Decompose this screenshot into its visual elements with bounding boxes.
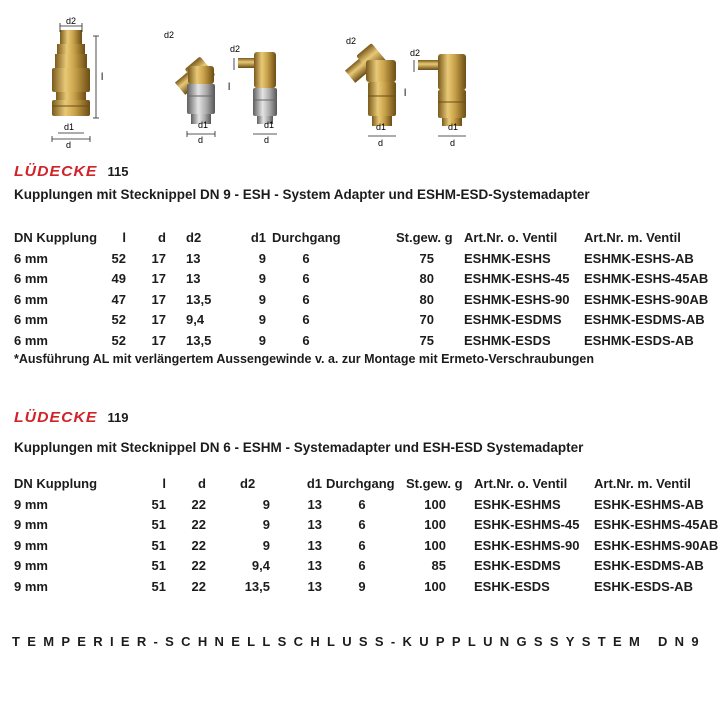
column-header: Art.Nr. o. Ventil [474, 476, 568, 491]
table-cell: 52 [111, 250, 126, 266]
coupling-drawings [0, 0, 722, 150]
table-row [0, 310, 722, 330]
table-cell: 9 [258, 250, 266, 266]
table-row [0, 331, 722, 351]
table-cell: 9 [262, 517, 270, 532]
table-cell: ESHMK-ESDMS [464, 312, 562, 327]
table-cell: ESHMK-ESDMS-AB [584, 312, 705, 327]
coupling-90-chrome [228, 44, 277, 145]
table-cell: 100 [424, 537, 446, 553]
table-cell: ESHK-ESHMS [474, 496, 561, 512]
coupling-straight [52, 16, 103, 150]
figure-label-d2: d2 [410, 48, 421, 58]
table-cell: 13 [186, 271, 201, 286]
table-cell: ESHK-ESDMS [474, 558, 561, 573]
table-cell: 6 [302, 332, 310, 348]
table-cell: 6 [358, 558, 366, 573]
column-header: l [122, 230, 126, 245]
table-cell: 13 [307, 578, 322, 594]
column-header: Durchgang [272, 230, 341, 245]
table-cell: 9 [262, 496, 270, 512]
table-cell: 22 [191, 517, 206, 532]
table-cell: 100 [424, 496, 446, 512]
figure-label-d2: d2 [66, 16, 77, 26]
table-cell: 9 mm [14, 517, 48, 532]
table-cell: 9 [258, 271, 266, 286]
table-cell: 6 mm [14, 332, 48, 348]
table-cell: ESHMK-ESDS-AB [584, 332, 694, 348]
figure-label-d2: d2 [164, 30, 175, 40]
table-cell: ESHK-ESDMS-AB [594, 558, 704, 573]
table-header-row [0, 474, 722, 494]
table-cell: 9 mm [14, 558, 48, 573]
table-cell: 13 [186, 250, 201, 266]
figure-label-d1: d1 [448, 122, 459, 132]
figure-label-d2: d2 [346, 36, 357, 46]
figure-label-d2: d2 [230, 44, 241, 54]
table-cell: 17 [151, 291, 166, 307]
table-cell: 13,5 [186, 332, 212, 348]
table-cell: ESHMK-ESHS-90AB [584, 291, 709, 307]
table-cell: 52 [111, 312, 126, 327]
figure-label-l: l [101, 72, 104, 83]
catalog-number: 119 [107, 410, 129, 425]
column-header: St.gew. g [396, 230, 453, 245]
table-cell: 22 [191, 537, 206, 553]
figure-label-d: d [378, 138, 384, 148]
table-row [0, 556, 722, 576]
figure-label-l: l [228, 82, 231, 93]
table-cell: ESHK-ESHMS-90 [474, 537, 580, 553]
catalog-number: 115 [107, 164, 129, 179]
table-cell: ESHMK-ESHS-45 [464, 271, 570, 286]
column-header: Durchgang [326, 476, 395, 491]
bottom-banner: TEMPERIER-SCHNELLSCHLUSS-KUPPLUNGSSYSTEM DN9 [12, 634, 706, 649]
table-cell: ESHMK-ESHS-45AB [584, 271, 709, 286]
table-cell: 13,5 [186, 291, 212, 307]
table-cell: 9,4 [251, 558, 270, 573]
table-cell: 6 mm [14, 312, 48, 327]
table-cell: ESHMK-ESHS-90 [464, 291, 570, 307]
table-cell: 70 [419, 312, 434, 327]
table-cell: 51 [151, 558, 166, 573]
table-cell: 75 [419, 250, 434, 266]
table-cell: 9 mm [14, 496, 48, 512]
table-cell: 9 [258, 291, 266, 307]
table-cell: 9 mm [14, 537, 48, 553]
table-row [0, 290, 722, 310]
table-cell: ESHK-ESDS-AB [594, 578, 693, 594]
table-cell: 17 [151, 312, 166, 327]
table-cell: 80 [419, 271, 434, 286]
table-cell: 22 [191, 578, 206, 594]
table-cell: 47 [111, 291, 126, 307]
table-cell: 51 [151, 537, 166, 553]
table-cell: 13 [307, 496, 322, 512]
footnote: *Ausführung AL mit verlängertem Aussengewinde v. a. zur Montage mit Ermeto-Verschraubungen [14, 352, 594, 366]
table-cell: 17 [151, 271, 166, 286]
table-cell: ESHK-ESDS [474, 578, 550, 594]
table-row [0, 536, 722, 556]
brand-row [14, 163, 129, 181]
table-cell: 9 mm [14, 578, 48, 594]
table-cell: 100 [424, 517, 446, 532]
column-header: Art.Nr. o. Ventil [464, 230, 558, 245]
coupling-45-brass [342, 36, 396, 148]
table-cell: ESHMK-ESHS [464, 250, 551, 266]
column-header: d2 [240, 476, 256, 491]
column-header: Art.Nr. m. Ventil [584, 230, 681, 245]
table-cell: 6 mm [14, 250, 48, 266]
column-header: d [158, 230, 166, 245]
product-figures [0, 0, 722, 150]
column-header: d2 [186, 230, 202, 245]
table-cell: 6 [358, 496, 366, 512]
column-header: DN Kupplung [14, 230, 98, 245]
table-row [0, 495, 722, 515]
column-header: d1 [306, 476, 322, 491]
column-header: St.gew. g [406, 476, 463, 491]
table-cell: 6 [358, 537, 366, 553]
figure-label-d1: d1 [376, 122, 387, 132]
table-row [0, 249, 722, 269]
table-row [0, 515, 722, 535]
table-cell: 6 mm [14, 291, 48, 307]
figure-label-d1: d1 [198, 120, 209, 130]
table-cell: 13 [307, 558, 322, 573]
table-cell: 22 [191, 496, 206, 512]
table-cell: ESHMK-ESDS [464, 332, 551, 348]
figure-label-d: d [66, 140, 72, 150]
table-cell: 13 [307, 517, 322, 532]
table-cell: 6 [358, 517, 366, 532]
table-cell: 13,5 [244, 578, 270, 594]
table-cell: 49 [111, 271, 126, 286]
table-cell: ESHK-ESHMS-45 [474, 517, 580, 532]
table-cell: 22 [191, 558, 206, 573]
table-cell: 51 [151, 517, 166, 532]
table-cell: 52 [111, 332, 126, 348]
table-cell: 6 mm [14, 271, 48, 286]
table-cell: ESHK-ESHMS-90AB [594, 537, 719, 553]
table-header-row [0, 228, 722, 248]
brand-logo: LÜDECKE [14, 163, 98, 180]
table-cell: 51 [151, 496, 166, 512]
section-title: Kupplungen mit Stecknippel DN 9 - ESH - System Adapter und ESHM-ESD-Systemadapter [14, 187, 590, 202]
table-cell: 9 [258, 312, 266, 327]
table-cell: 80 [419, 291, 434, 307]
table-cell: ESHK-ESHMS-AB [594, 496, 704, 512]
table-cell: 17 [151, 332, 166, 348]
figure-label-d: d [264, 135, 270, 145]
table-cell: 9 [262, 537, 270, 553]
table-cell: 85 [431, 558, 446, 573]
brand-logo: LÜDECKE [14, 409, 98, 426]
table-cell: 9,4 [186, 312, 205, 327]
brand-row [14, 409, 129, 427]
table-row [0, 269, 722, 289]
table-cell: 51 [151, 578, 166, 594]
table-cell: 6 [302, 312, 310, 327]
coupling-90-brass [404, 48, 466, 148]
coupling-45-chrome [164, 30, 215, 145]
table-cell: 6 [302, 291, 310, 307]
figure-label-l: l [404, 88, 407, 99]
table-cell: 6 [302, 271, 310, 286]
table-cell: ESHMK-ESHS-AB [584, 250, 694, 266]
table-row [0, 577, 722, 597]
table-cell: 17 [151, 250, 166, 266]
column-header: d1 [250, 230, 266, 245]
column-header: l [162, 476, 166, 491]
table-cell: 6 [302, 250, 310, 266]
figure-label-d1: d1 [264, 120, 275, 130]
column-header: Art.Nr. m. Ventil [594, 476, 691, 491]
section-title: Kupplungen mit Stecknippel DN 6 - ESHM - Systemadapter und ESH-ESD Systemadapter [14, 440, 584, 455]
table-cell: ESHK-ESHMS-45AB [594, 517, 719, 532]
table-cell: 100 [424, 578, 446, 594]
table-cell: 75 [419, 332, 434, 348]
figure-label-d1: d1 [64, 122, 75, 132]
table-cell: 9 [258, 332, 266, 348]
figure-label-d: d [198, 135, 204, 145]
table-cell: 9 [358, 578, 366, 594]
column-header: d [198, 476, 206, 491]
column-header: DN Kupplung [14, 476, 98, 491]
figure-label-d: d [450, 138, 456, 148]
table-cell: 13 [307, 537, 322, 553]
